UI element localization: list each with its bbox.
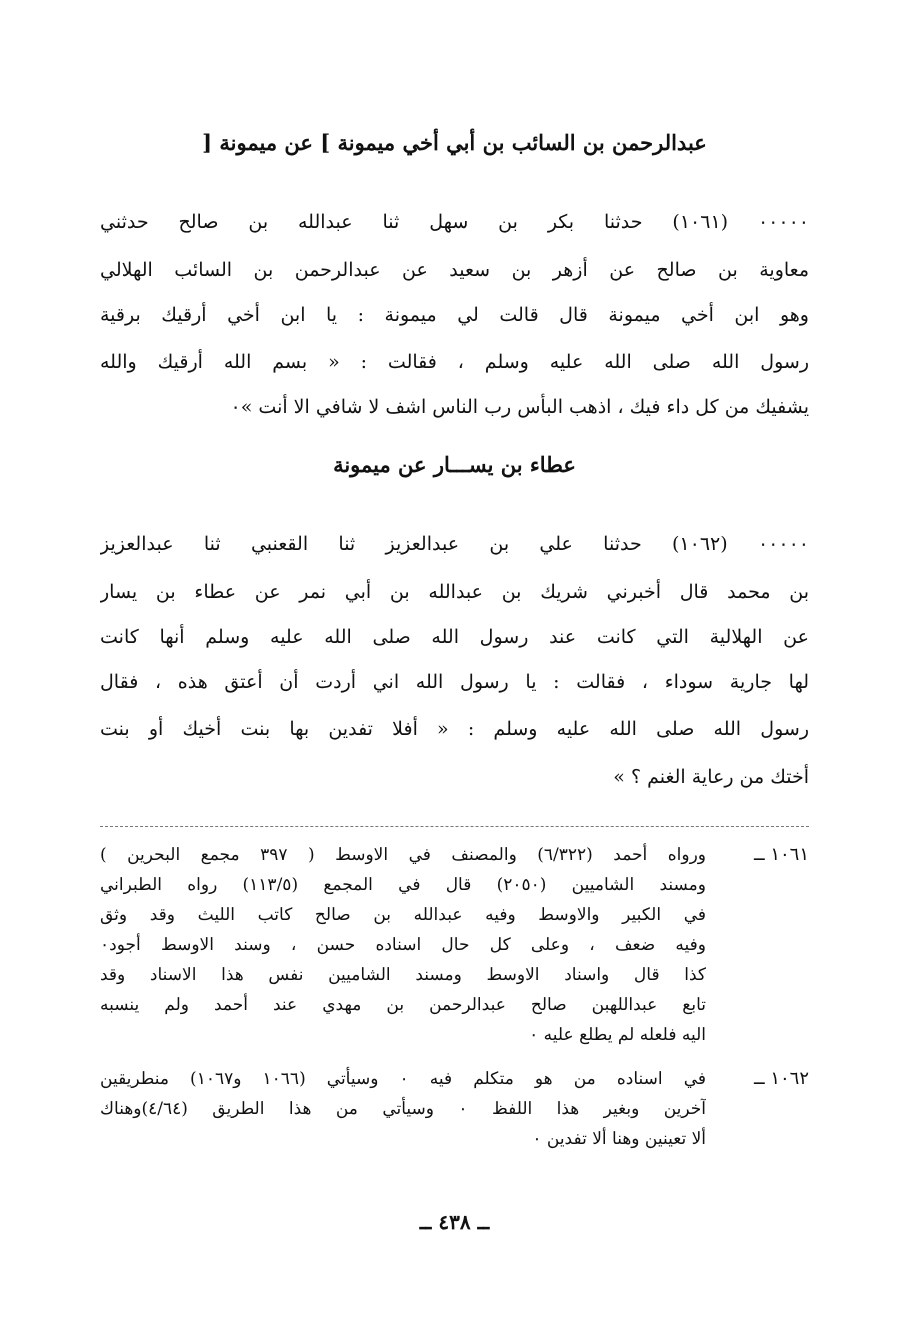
footnote-line: تابع عبداللهبن صالح عبدالرحمن بن مهدي عند أحمد ولم ينسبه: [100, 995, 706, 1015]
text-line: يشفيك من كل داء فيك ، اذهب البأس رب الناس اشف لا شافي الا أنت »٠: [230, 396, 809, 418]
footnote-line: ألا تعينين وهنا ألا تفدين ٠: [532, 1129, 706, 1149]
text-line: رسول الله صلى الله عليه وسلم ، فقالت : « بسم الله أرقيك والله: [100, 351, 809, 373]
text-line: أختك من رعاية الغنم ؟ »: [613, 766, 809, 788]
text-line: بن محمد قال أخبرني شريك بن عبدالله بن أبي نمر عن عطاء بن يسار: [100, 581, 809, 603]
text-line: لها جارية سوداء ، فقالت : يا رسول الله اني أردت أن أعتق هذه ، فقال: [100, 671, 809, 693]
footnote-divider: [100, 826, 809, 827]
section-heading-abdulrahman: عبدالرحمن بن السائب بن أبي أخي ميمونة ] عن ميمونة [: [202, 130, 707, 155]
section-heading-ata: عطاء بن يســـار عن ميمونة: [333, 452, 576, 477]
text-line: ٠٠٠٠٠ (١٠٦٢) حدثنا علي بن عبدالعزيز ثنا القعنبي ثنا عبدالعزيز: [100, 533, 809, 555]
text-line: عن الهلالية التي كانت عند رسول الله صلى الله عليه وسلم أنها كانت: [100, 626, 809, 648]
footnote-line: في اسناده من هو متكلم فيه ٠ وسيأتي (١٠٦٦ و١٠٦٧) منطريقين: [100, 1069, 706, 1089]
text-line: رسول الله صلى الله عليه وسلم : « أفلا تفدين بها بنت أخيك أو بنت: [100, 718, 809, 740]
footnote-line: ومسند الشاميين (٢٠٥٠) قال في المجمع (١١٣/٥) رواه الطبراني: [100, 875, 706, 895]
footnote-line: في الكبير والاوسط وفيه عبدالله بن صالح كاتب الليث وقد وثق: [100, 905, 706, 925]
page-number: ــ ٤٣٨ ــ: [419, 1210, 490, 1234]
footnote-line: آخرين وبغير هذا اللفظ ٠ وسيأتي من هذا الطريق (٤/٦٤)وهناك: [100, 1099, 706, 1119]
text-line: وهو ابن أخي ميمونة قال قالت لي ميمونة : يا ابن أخي أرقيك برقية: [100, 304, 809, 326]
footnote-number: ١٠٦١ ــ: [754, 844, 809, 865]
text-line: معاوية بن صالح عن أزهر بن سعيد عن عبدالرحمن بن السائب الهلالي: [100, 259, 809, 281]
footnote-line: اليه فلعله لم يطلع عليه ٠: [529, 1025, 706, 1045]
footnote-line: وفيه ضعف ، وعلى كل حال اسناده حسن ، وسند الاوسط أجود٠: [100, 935, 706, 955]
text-line: ٠٠٠٠٠ (١٠٦١) حدثنا بكر بن سهل ثنا عبدالله بن صالح حدثني: [100, 211, 809, 233]
footnote-line: كذا قال واسناد الاوسط ومسند الشاميين نفس هذا الاسناد وقد: [100, 965, 706, 985]
footnote-line: ورواه أحمد (٦/٣٢٢) والمصنف في الاوسط ( ٣٩٧ مجمع البحرين ): [100, 845, 706, 865]
footnote-number: ١٠٦٢ ــ: [754, 1068, 809, 1089]
